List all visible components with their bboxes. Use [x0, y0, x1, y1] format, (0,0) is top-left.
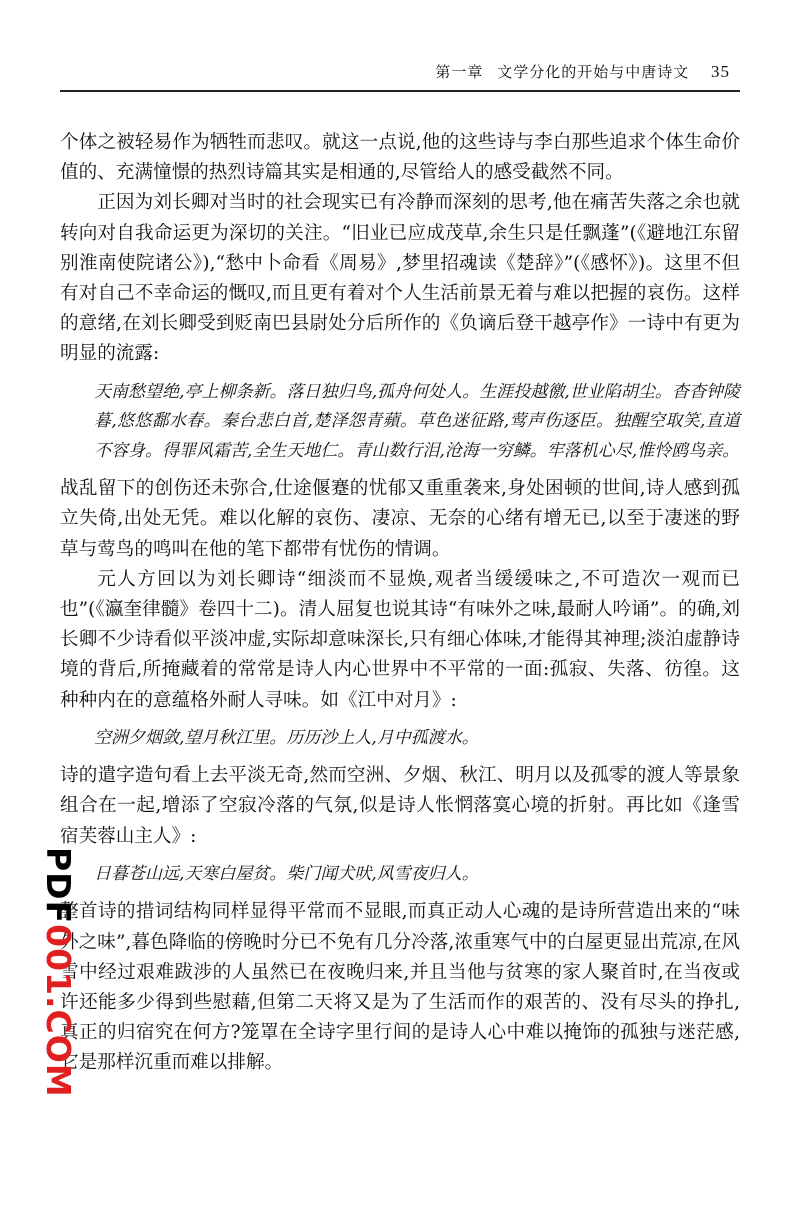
poem-quote-1: 天南愁望绝,亭上柳条新。落日独归鸟,孤舟何处人。生涯投越徼,世业陷胡尘。杳杳钟陵暮,悠悠鄱水春。秦台悲白首,楚泽怨青蘋。草色迷征路,莺声伤逐臣。独醒空取笑,直道不容身。得罪风霜苦,全生天地仁。青山数行泪,沧海一穷鳞。牢落机心尽,惟怜鸥鸟亲。: [94, 381, 740, 461]
paragraph-3: 战乱留下的创伤还未弥合,仕途偃蹇的忧郁又重重袭来,身处困顿的世间,诗人感到孤立失倚,出处无凭。难以化解的哀伤、凄凉、无奈的心绪有增无已,以至于凄迷的野草与莺鸟的鸣叫在他的笔下都带有忧伤的情调。: [60, 478, 740, 560]
running-header: [60, 58, 730, 86]
chapter-title: 文学分化的开始与中唐诗文: [497, 63, 690, 81]
watermark-prefix: PDF: [39, 847, 78, 925]
paragraph-4: 元人方回以为刘长卿诗“细淡而不显焕,观者当缓缓味之,不可造次一观而已也”(《瀛奎律髓》卷四十二)。清人屈复也说其诗“有味外之味,最耐人吟诵”。的确,刘长卿不少诗看似平淡冲虚,实际却意味深长,只有细心体味,才能得其神理;淡泊虚静诗境的背后,所掩藏着的常常是诗人内心世界中不平常的一面:孤寂、失落、彷徨。这种种内在的意蕴格外耐人寻味。如《江中对月》:: [60, 568, 740, 711]
poem-quote-3: 日暮苍山远,天寒白屋贫。柴门闻犬吠,风雪夜归人。: [94, 863, 479, 884]
watermark: [38, 847, 78, 1098]
page-number: 35: [711, 62, 730, 81]
paragraph-2: 正因为刘长卿对当时的社会现实已有冷静而深刻的思考,他在痛苦失落之余也就转向对自我命运更为深切的关注。“旧业已应成茂草,余生只是任飘蓬”(《避地江东留别淮南使院诸公》),“愁中卜命看《周易》,梦里招魂读《楚辞》”(《感怀》)。这里不但有对自己不幸命运的慨叹,而且更有着对个人生活前景无着与难以把握的哀伤。这样的意绪,在刘长卿受到贬南巴县尉处分后所作的《负谪后登干越亭作》一诗中有更为明显的流露:: [60, 192, 740, 365]
paragraph-1: 个体之被轻易作为牺牲而悲叹。就这一点说,他的这些诗与李白那些追求个体生命价值的、充满憧憬的热烈诗篇其实是相通的,尽管给人的感受截然不同。: [60, 132, 740, 184]
header-rule: [60, 90, 740, 92]
poem-quote-2: 空洲夕烟敛,望月秋江里。历历沙上人,月中孤渡水。: [94, 727, 479, 748]
watermark-suffix: 001.COM: [39, 924, 78, 1098]
paragraph-5: 诗的遣字造句看上去平淡无奇,然而空洲、夕烟、秋江、明月以及孤零的渡人等景象组合在一起,增添了空寂冷落的气氛,似是诗人怅惘落寞心境的折射。再比如《逢雪宿芙蓉山主人》:: [60, 765, 740, 847]
page-body: [60, 128, 740, 1079]
paragraph-6: 整首诗的措词结构同样显得平常而不显眼,而真正动人心魂的是诗所营造出来的“味外之味”,暮色降临的傍晚时分已不免有几分冷落,浓重寒气中的白屋更显出荒凉,在风雪中经过艰难跋涉的人虽然已在夜晚归来,并且当他与贫寒的家人聚首时,在当夜或许还能多少得到些慰藉,但第二天将又是为了生活而作的艰苦的、没有尽头的挣扎,真正的归宿究在何方?笼罩在全诗字里行间的是诗人心中难以掩饰的孤独与迷茫感,它是那样沉重而难以排解。: [60, 901, 740, 1074]
chapter-number: 第一章: [435, 63, 484, 81]
